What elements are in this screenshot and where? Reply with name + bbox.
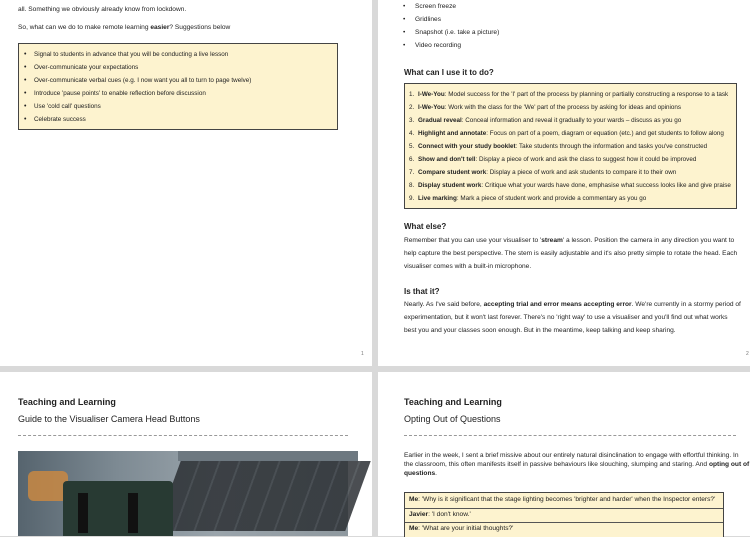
text-span: Nearly. As I've said before, bbox=[404, 301, 484, 308]
suggestions-box bbox=[18, 43, 338, 130]
dialogue-box bbox=[404, 492, 724, 537]
list-item bbox=[405, 192, 736, 205]
dialogue-line bbox=[409, 511, 471, 518]
item-title: Gradual reveal bbox=[418, 117, 462, 124]
speech: : 'Why is it significant that the stage lighting becomes 'brighter and harder' when the Inspector enters?' bbox=[418, 496, 716, 503]
text-bold: opting out of bbox=[708, 461, 750, 468]
item-text: : Work with the class for the 'We' part of the process by asking for ideas and opinions bbox=[444, 104, 682, 111]
row-divider bbox=[405, 522, 723, 523]
page-number: 2 bbox=[746, 351, 749, 357]
list-item: • Over-communicate verbal cues (e.g. I now want you all to turn to page twelve) bbox=[19, 74, 337, 87]
camera-clip-left bbox=[78, 493, 88, 533]
camera-clip-right bbox=[128, 493, 138, 533]
row-divider bbox=[405, 508, 723, 509]
item-title: Display student work bbox=[418, 182, 482, 189]
page-number: 1 bbox=[361, 351, 364, 357]
question-line bbox=[18, 23, 230, 32]
list-item: • Over-communicate your expectations bbox=[19, 61, 337, 74]
paragraph-line bbox=[404, 236, 734, 245]
text-bold: questions bbox=[404, 470, 436, 477]
speech: : 'What are your initial thoughts?' bbox=[418, 525, 514, 532]
item-title: Compare student work bbox=[418, 169, 487, 176]
paragraph-line: Earlier in the week, I sent a brief missive about our entirely natural disinclination to engage with effortful thinking. In bbox=[404, 452, 739, 459]
list-item bbox=[405, 127, 736, 140]
list-item bbox=[405, 153, 736, 166]
item-text: : Display a piece of work and ask students to compare it to their own bbox=[486, 169, 677, 176]
keyboard-edge bbox=[178, 451, 358, 461]
text-bold: accepting trial and error means accepting error bbox=[483, 301, 632, 308]
item-title: Highlight and annotate bbox=[418, 130, 487, 137]
item-title: Show and don't tell bbox=[418, 156, 476, 163]
item-number: 5. bbox=[409, 143, 415, 150]
question-bold: easier bbox=[150, 24, 170, 31]
list-item: • Video recording bbox=[403, 39, 499, 52]
document-page-1 bbox=[0, 0, 372, 366]
item-number: 2. bbox=[409, 104, 415, 111]
list-item bbox=[405, 88, 736, 101]
dialogue-line bbox=[409, 496, 715, 503]
camera-mount bbox=[28, 471, 68, 501]
speaker: Me bbox=[409, 496, 419, 503]
list-item: • Screen freeze bbox=[403, 0, 499, 13]
feature-list bbox=[403, 0, 499, 52]
item-number: 6. bbox=[409, 156, 415, 163]
list-item: • Signal to students in advance that you will be conducting a live lesson bbox=[19, 48, 337, 61]
text-span: Remember that you can use your visualiser to ' bbox=[404, 237, 542, 244]
item-number: 3. bbox=[409, 117, 415, 124]
paragraph-line: help capture the best perspective. The stem is easily adjustable and it's also pretty simple to rotate the head. Each bbox=[404, 250, 738, 257]
list-item: • Use 'cold call' questions bbox=[19, 100, 337, 113]
item-text: : Conceal information and reveal it gradually to your wards – discuss as you go bbox=[461, 117, 682, 124]
page-title: Teaching and Learning bbox=[18, 397, 116, 407]
item-number: 1. bbox=[409, 91, 415, 98]
document-page-2 bbox=[378, 0, 750, 366]
paragraph-line bbox=[404, 469, 437, 478]
list-item: • Celebrate success bbox=[19, 113, 337, 126]
keyboard-keys bbox=[155, 461, 370, 531]
visualiser-photo bbox=[18, 451, 348, 536]
text-span: ' a lesson. Position the camera in any direction you want to bbox=[562, 237, 735, 244]
list-item bbox=[405, 114, 736, 127]
list-item bbox=[405, 166, 736, 179]
section-heading-uses: What can I use it to do? bbox=[404, 68, 494, 77]
item-text: : Critique what your wards have done, emphasise what success looks like and give praise bbox=[481, 182, 731, 189]
item-title: Live marking bbox=[418, 195, 457, 202]
paragraph-line bbox=[404, 300, 741, 309]
list-item bbox=[405, 140, 736, 153]
item-number: 7. bbox=[409, 169, 415, 176]
intro-line: all. Something we obviously already know from lockdown. bbox=[18, 6, 187, 13]
paragraph-line bbox=[404, 460, 749, 469]
paragraph-line: best you and your classes soon enough. But in the meantime, keep talking and keep sharing. bbox=[404, 327, 676, 334]
page-subtitle: Guide to the Visualiser Camera Head Buttons bbox=[18, 414, 200, 424]
text-span: . bbox=[435, 470, 437, 477]
paragraph-line: visualiser comes with a built-in microphone. bbox=[404, 263, 532, 270]
list-item: • Snapshot (i.e. take a picture) bbox=[403, 26, 499, 39]
item-text: : Display a piece of work and ask the class to suggest how it could be improved bbox=[475, 156, 697, 163]
list-item bbox=[405, 179, 736, 192]
question-pre: So, what can we do to make remote learning bbox=[18, 24, 151, 31]
item-number: 8. bbox=[409, 182, 415, 189]
item-title: I-We-You bbox=[418, 104, 445, 111]
text-span: . We're currently in a stormy period of bbox=[631, 301, 741, 308]
divider bbox=[404, 435, 736, 436]
item-title: Connect with your study booklet bbox=[418, 143, 516, 150]
dialogue-line bbox=[409, 525, 513, 532]
question-post: ? Suggestions below bbox=[169, 24, 231, 31]
item-text: : Focus on part of a poem, diagram or equation (etc.) and get students to follow along bbox=[486, 130, 724, 137]
list-item: • Gridlines bbox=[403, 13, 499, 26]
item-title: I-We-You bbox=[418, 91, 445, 98]
text-bold: stream bbox=[541, 237, 563, 244]
item-text: : Take students through the information and tasks you've constructed bbox=[515, 143, 708, 150]
item-text: : Model success for the 'I' part of the process by planning or partially constructing a response to a task bbox=[444, 91, 729, 98]
uses-box bbox=[404, 83, 737, 209]
speaker: Me bbox=[409, 525, 419, 532]
text-span: the classroom, this often manifests itself in passive behaviours like slouching, slumping and staring. And bbox=[404, 461, 709, 468]
list-item bbox=[405, 101, 736, 114]
speech: : 'I don't know.' bbox=[428, 511, 471, 518]
divider bbox=[18, 435, 348, 436]
list-item: • Introduce 'pause points' to enable reflection before discussion bbox=[19, 87, 337, 100]
paragraph-line: experimentation, but it won't last forever. There's no 'right way' to use a visualiser and you'll find out what works bbox=[404, 314, 728, 321]
section-heading-is-that-it: Is that it? bbox=[404, 287, 440, 296]
section-heading-else: What else? bbox=[404, 222, 447, 231]
item-number: 4. bbox=[409, 130, 415, 137]
page-title: Teaching and Learning bbox=[404, 397, 502, 407]
document-page-3 bbox=[0, 372, 372, 536]
item-number: 9. bbox=[409, 195, 415, 202]
item-text: : Mark a piece of student work and provide a commentary as you go bbox=[456, 195, 647, 202]
speaker: Javier bbox=[409, 511, 429, 518]
page-subtitle: Opting Out of Questions bbox=[404, 414, 501, 424]
